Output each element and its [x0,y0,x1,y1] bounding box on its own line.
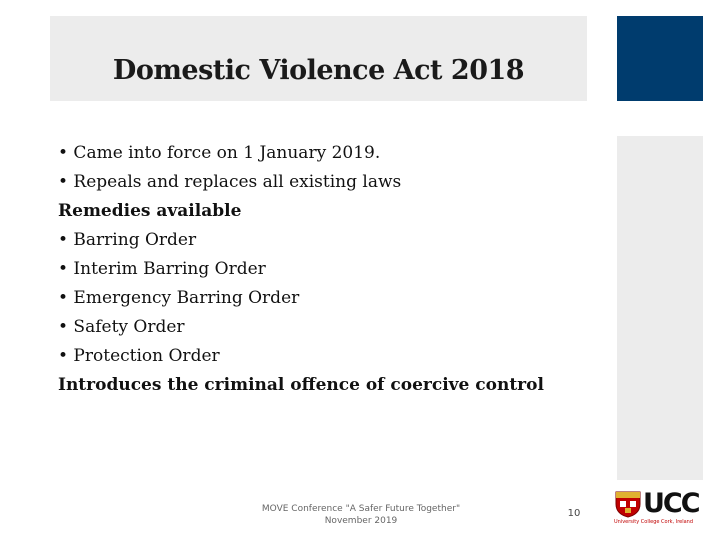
bullet-line: • Interim Barring Order [58,259,266,279]
logo-subtitle: University College Cork, Ireland [614,519,694,525]
bullet-line: • Safety Order [58,317,185,337]
crest-icon [614,490,642,518]
bullet-line: • Repeals and replaces all existing laws [58,172,402,192]
accent-block [617,16,703,101]
page-number: 10 [567,508,581,519]
bullet-line: • Emergency Barring Order [58,288,300,308]
section-heading: Remedies available [58,201,242,221]
side-panel [617,136,703,480]
bullet-line: • Protection Order [58,346,220,366]
bullet-line: • Barring Order [58,230,197,250]
slide-body [58,139,598,400]
closing-statement: Introduces the criminal offence of coercive control [58,375,544,395]
footer-date: November 2019 [324,516,398,526]
slide-title: Domestic Violence Act 2018 [112,55,525,86]
footer-conference: MOVE Conference "A Safer Future Together" [261,504,461,514]
ucc-logo [614,490,706,530]
title-box [50,16,587,101]
logo-wordmark: UCC [643,488,699,519]
footer-text [240,503,482,527]
bullet-line: • Came into force on 1 January 2019. [58,143,381,163]
